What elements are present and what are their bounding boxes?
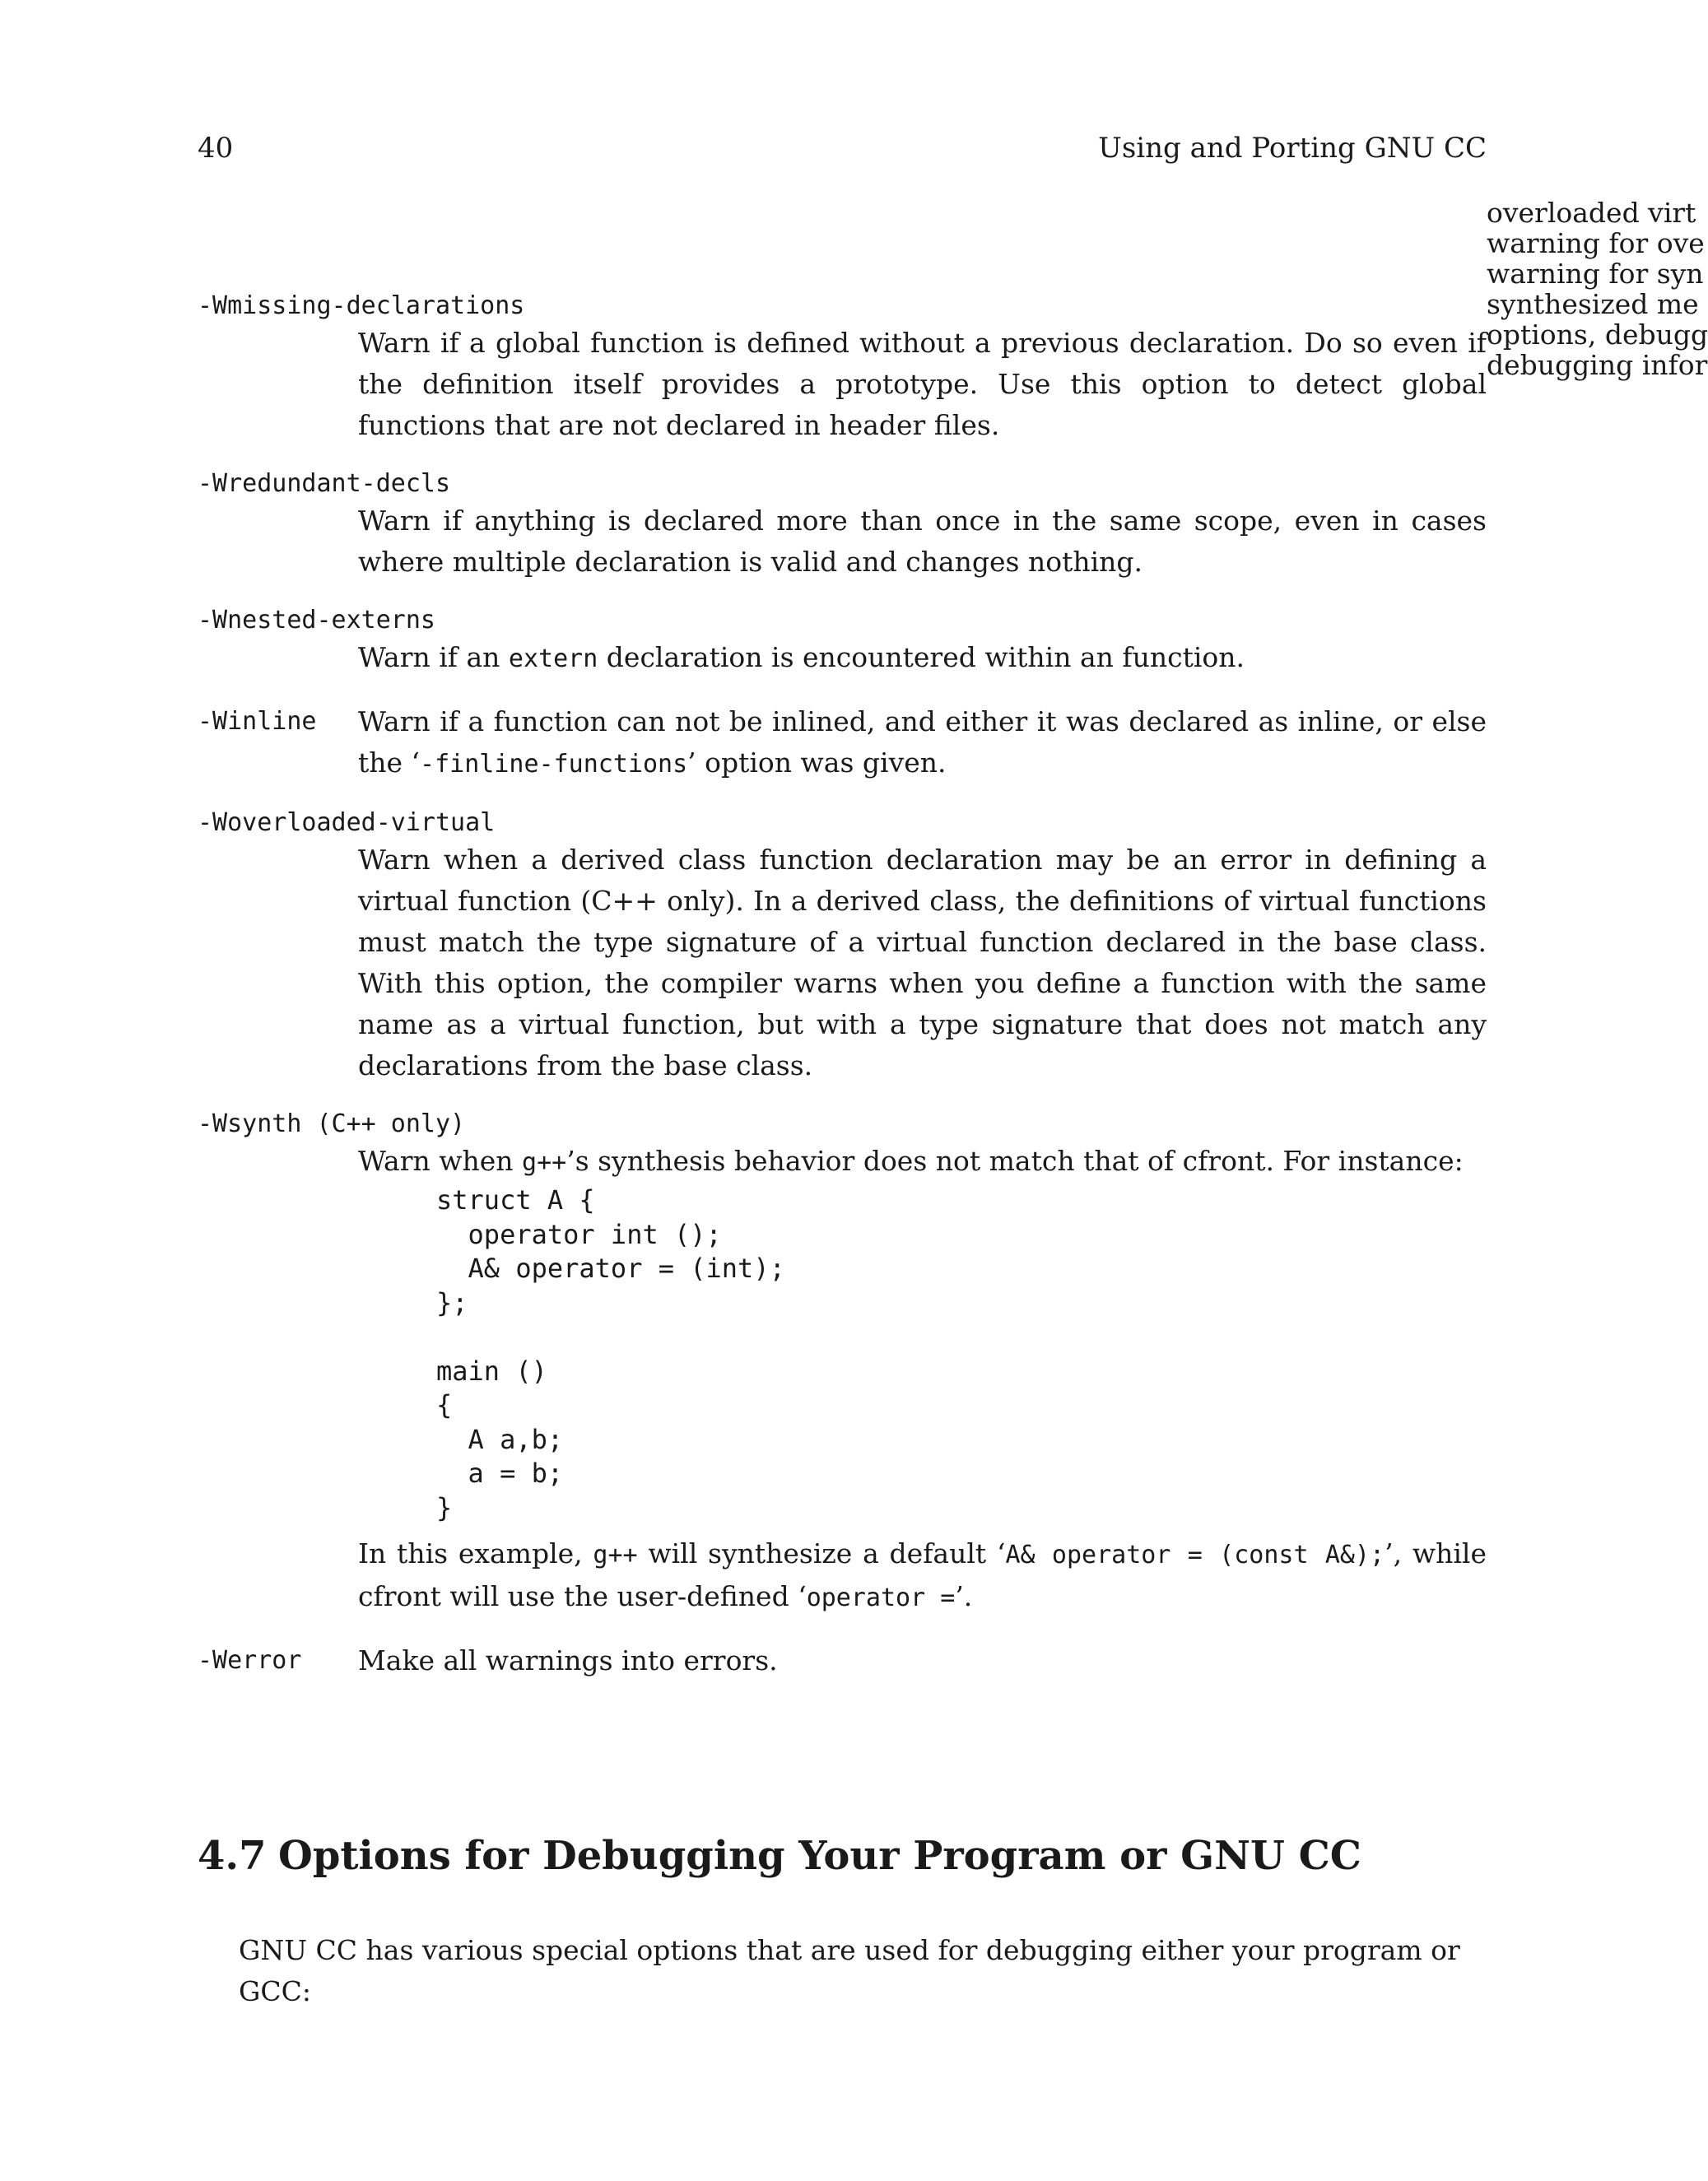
inline-code: A& operator = (const A&); (1005, 1541, 1385, 1569)
margin-index-entry: options, debugg (1487, 319, 1708, 351)
inline-code: operator = (806, 1583, 956, 1612)
running-title: Using and Porting GNU CC (1098, 132, 1487, 165)
desc-text: ’s synthesis behavior does not match that of cfront. For instance: (566, 1145, 1464, 1177)
section-heading (198, 1831, 1487, 1881)
option-description: Make all warnings into errors. (358, 1644, 778, 1676)
margin-index-entry: warning for ove (1487, 227, 1705, 259)
option-entry-error (198, 1640, 1487, 1681)
option-description-followup (358, 1533, 1487, 1619)
option-entry-synth (198, 1108, 1487, 1619)
section-number: 4.7 (198, 1833, 267, 1879)
option-entry-missing-declarations (198, 290, 1487, 446)
code-example: struct A { operator int (); A& operator = (int); }; main () { A a,b; a = b; } (436, 1184, 785, 1523)
desc-text: ’. (955, 1580, 973, 1612)
inline-code: g++ (593, 1541, 638, 1569)
desc-text: ’ option was given. (687, 746, 947, 779)
desc-text: Warn when (358, 1145, 523, 1177)
inline-code: g++ (522, 1148, 567, 1177)
option-term: -Wsynth (C++ only) (198, 1109, 466, 1138)
option-entry-overloaded-virtual (198, 807, 1487, 1086)
option-term: -Winline (198, 707, 317, 736)
margin-index (1487, 197, 1708, 381)
section-title: Options for Debugging Your Program or GNU CC (278, 1833, 1361, 1879)
margin-index-entry: debugging infor (1487, 349, 1708, 381)
margin-index-entry: warning for syn (1487, 258, 1704, 290)
section-intro: GNU CC has various special options that are used for debugging either your program or GCC: (239, 1934, 1460, 2007)
desc-text: In this example, (358, 1537, 593, 1569)
option-entry-inline (198, 701, 1487, 785)
desc-text: will synthesize a default ‘ (637, 1537, 1006, 1569)
desc-text: declaration is encountered within an function. (598, 641, 1245, 673)
option-list (198, 290, 1487, 1703)
option-term: -Wnested-externs (198, 606, 435, 635)
option-term: -Wmissing-declarations (198, 291, 525, 320)
desc-text: Warn if an (358, 641, 509, 673)
desc-text: Warn if a function can not be inlined, and either it was declared as inline, or else the ‘ (358, 705, 1487, 779)
option-description (358, 1141, 1487, 1184)
desc-text: ’, while cfront will use the user-defined ‘ (358, 1537, 1487, 1612)
option-description: Warn when a derived class function declaration may be an error in defining a virtual function (C++ only). In a derived class, the definitions of virtual functions must match the type signature of a virtual function declared in the base class. With this option, the compiler warns when you define a function with the same name as a virtual function, but with a type signature that does not match any declarations from the base class. (358, 844, 1487, 1081)
inline-code: -finline-functions (420, 750, 688, 779)
option-description (358, 637, 1487, 680)
option-description: Warn if a global function is defined without a previous declaration. Do so even if the definition itself provides a prototype. Use this option to detect global functions that are not declared in header files. (358, 327, 1487, 441)
margin-index-entry: synthesized me (1487, 288, 1699, 320)
option-description: Warn if anything is declared more than once in the same scope, even in cases where multiple declaration is valid and changes nothing. (358, 505, 1487, 578)
option-description (358, 701, 1487, 785)
option-term: -Wredundant-decls (198, 469, 451, 498)
page-number: 40 (198, 132, 234, 165)
option-entry-redundant-decls (198, 467, 1487, 583)
option-term: -Werror (198, 1646, 302, 1675)
option-entry-nested-externs (198, 604, 1487, 680)
option-term: -Woverloaded-virtual (198, 808, 496, 837)
inline-code: extern (508, 644, 598, 673)
margin-index-entry: overloaded virt (1487, 197, 1696, 229)
